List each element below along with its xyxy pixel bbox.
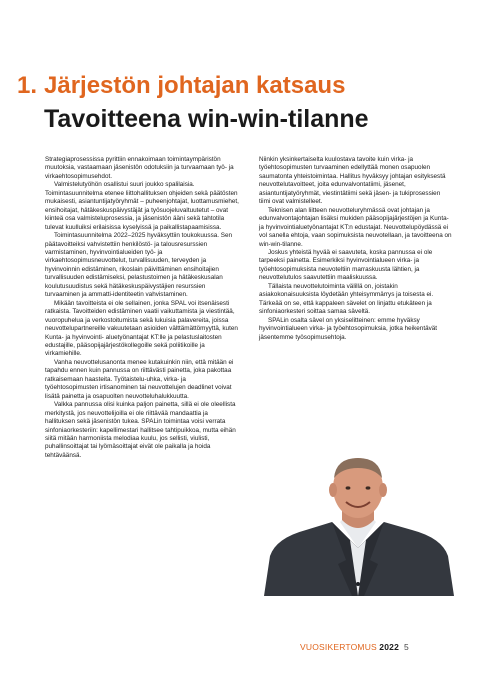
article-subtitle: Tavoitteena win-win-tilanne: [44, 105, 369, 133]
paragraph: SPALin osalta sävel on yksiselitteinen: emme hyväksy hyvinvointialueen virka- ja työehtosopimuksia, jotka heikentävät jäsentemme työsopimusehtoja.: [259, 316, 438, 341]
paragraph: Vanha neuvottelusanonta menee kutakuinkin niin, että mitään ei tapahdu ennen kuin pannussa on riittävästi painetta, joka pakottaa ratkaisemaan haasteita. Työtaistelu-uhka, virka- ja työehtosopimusten irtisanominen tai neuvottelujen deadlinet voivat lisätä painetta ja osapuolten neuvotteluhalukkuutta.: [45, 358, 234, 400]
report-name: VUOSIKERTOMUS: [300, 642, 377, 652]
paragraph: Teknisen alan liitteen neuvotteluryhmässä ovat johtajan ja edunvalvontajohtajan lisäksi mukiden pääsopijajärjestöjen ja Kunta- ja hyvinvointialuetyönantajat KT:n edustajat. Neuvottelupöydässä ei vol sanella ehtoja, vaan sopimuksista neuvotellaan, ja tavoitteena on win-win-tilanne.: [259, 206, 452, 248]
page-footer: [300, 640, 470, 654]
paragraph: Niinkin yksinkertaiselta kuulostava tavoite kuin virka- ja työehtosopimusten turvaaminen edellyttää monen osapuolen saumatonta yhteistoimintaa. Hallitus hyväksyy johtajan esityksestä neuvottelutavoitteet, joita edunvalvontatiimi, jäsenet, asiantuntijatyöryhmät, viestintätiimi sekä jäsen- ja tukiprosessien tiimi ovat valmistelleet.: [259, 156, 446, 206]
section-heading: [17, 72, 467, 100]
portrait-illustration: [262, 456, 455, 596]
right-text-column: [259, 156, 453, 342]
paragraph: Tällaista neuvottelutoiminta välillä on, joistakin asiakokonaisuuksista löydetään yhteisymmärrys ja toisesta ei. Tärkeää on se, että kappaleen sävelet on linjattu etukäteen ja sinfoniaorkesteri soittaa samaa säveltä.: [259, 282, 434, 316]
report-year: 2022: [379, 642, 400, 652]
paragraph: Strategiaprosessissa pyrittiin ennakoimaan toimintaympäristön muutoksia, vastaamaan jäsenistön odotuksiin ja turvaamaan työ- ja virkaehtosopimusehdot.: [45, 156, 234, 180]
paragraph: Valkka pannussa olisi kuinka paljon painetta, sillä ei ole oleellista merkitystä, jos neuvottelijoilla ei ole riittävää mandaattia ja hallituksen sekä jäsenistön tukea. SPALin toimintaa voisi verrata sinfoniaorkesteriin: kapellimestari hallitsee tahtipuikkoa, mutta eihän siitä mitään harmoniista melodiaa kuulu, jos sellisti, viulisti, puhallinsoittajat tai lyömäsoittajat eivät ole paikalla ja hoida tehtäväänsä.: [45, 401, 236, 459]
paragraph: Valmistelutyöhön osallistui suuri joukko spalilaisia. Toimintasuunnitelma etenee liittohallituksen ohjeiden sekä päätösten mukaisesti, asiantuntijatyöryhmät – puheenjohtajat, luottamusmiehet, ensihoitajat, hätäkeskuspäivystäjät ja työsuojeluvaltuutetut – ovat kiinteä osa valmisteluprosessia, ja jäsenistön ääni sekä tahtotila tulevat kuulluiksi erilaisissa kyselyissä ja paikallistapaamisissa.: [45, 181, 239, 231]
paragraph: Toimintasuunnitelma 2022–2025 hyväksyttiin toukokuussa. Sen päätavoitteiksi vahvistettiin henkilöstö- ja talousresurssien varmistaminen, hyvinvointialueiden työ- ja virkaehtosopimusneuvottelut, turvallisuuden, terveyden ja hyvinvoinnin edistäminen, rikoslain päivittäminen ensihoitajien turvallisuuden edistämiseksi, pelastustoimen ja hätäkeskusalan koulutusuudistus sekä hätäkeskuspäivystäjien resurssien turvaaminen ja ammatti-identiteetin vahvistaminen.: [45, 232, 233, 299]
left-text-column: [45, 156, 239, 460]
portrait-photo: [262, 456, 455, 596]
paragraph: Joskus yhteistä hyvää ei saavuteta, koska pannussa ei ole tarpeeksi painetta. Esimerkiksi hyvinvointialueen virka- ja työehtosopimuksista neuvoteltiin marraskuusta lähtien, ja neuvottelutulos saavutettiin maaliskuussa.: [259, 248, 433, 282]
paragraph: Mikään tavoitteista ei ole sellainen, jonka SPAL voi itsenäisesti ratkaista. Tavoitteiden edistäminen vaatii vaikuttamista ja viestintää, vuoropuhelua ja verkostoitumista sekä lukuisia palavereita, joissa neuvottelupartnereille vakuutetaan asioiden välttämättömyyttä, kuten Kunta- ja hyvinvointi- aluetyönantajat KT:lle ja pelastuslaitosten edustajille, pääsopijajärjestökollegoille sekä poliitikoille ja virkamiehille.: [45, 299, 238, 358]
section-number: 1.: [17, 72, 38, 99]
page-number: 5: [404, 642, 409, 652]
section-title: Järjestön johtajan katsaus: [44, 72, 346, 99]
